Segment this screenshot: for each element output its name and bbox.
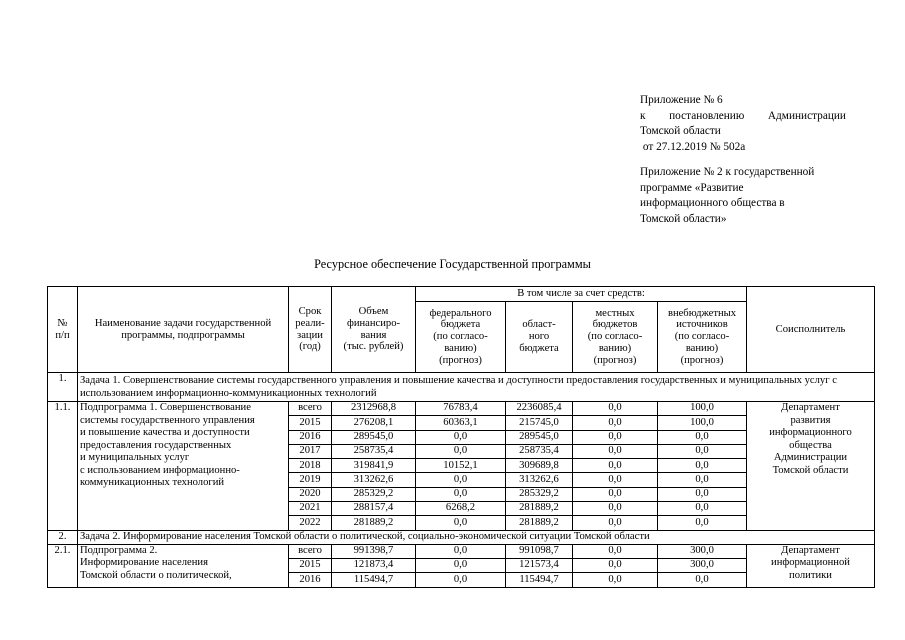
subprogram-name-line: и муниципальных услуг: [80, 452, 190, 463]
extrabudget-cell: 0,0: [658, 444, 747, 458]
regional-cell: 309689,8: [506, 459, 573, 473]
year-cell: 2019: [289, 473, 332, 487]
year-cell: всего: [289, 544, 332, 558]
sub2-coexecutor: Департамент информационной политики: [747, 544, 875, 587]
local-cell: 0,0: [573, 544, 658, 558]
extrabudget-cell: 0,0: [658, 473, 747, 487]
local-cell: 0,0: [573, 459, 658, 473]
volume-cell: 319841,9: [332, 459, 416, 473]
regional-cell: 121573,4: [506, 558, 573, 572]
extrabudget-cell: 100,0: [658, 402, 747, 416]
extrabudget-cell: 0,0: [658, 502, 747, 516]
volume-cell: 276208,1: [332, 416, 416, 430]
subprogram-name-line: коммуникационных технологий: [80, 477, 225, 488]
year-cell: всего: [289, 402, 332, 416]
extrabudget-cell: 0,0: [658, 516, 747, 530]
table-row: [48, 544, 875, 558]
subprogram-name-line: и повышение качества и доступности: [80, 427, 250, 438]
annex-2-header: [640, 165, 855, 227]
volume-cell: 288157,4: [332, 502, 416, 516]
annex-6-date-line: от 27.12.2019 № 502а: [640, 140, 746, 153]
task-1-text: Задача 1. Совершенствование системы государственного управления и повышение качества и доступности предоставления государственных и муниципальных услуг с использованием информационно-коммуникационных технологий: [78, 373, 875, 402]
task-1-num: 1.: [48, 373, 78, 402]
local-cell: 0,0: [573, 487, 658, 501]
volume-cell: 289545,0: [332, 430, 416, 444]
annex-2-line: Томской области»: [640, 212, 727, 225]
regional-cell: 991098,7: [506, 544, 573, 558]
header-federal: федерального бюджета (по согласо- ванию) (прогноз): [416, 302, 506, 373]
volume-cell: 2312968,8: [332, 402, 416, 416]
regional-cell: 289545,0: [506, 430, 573, 444]
header-extrabudget: внебюджетных источников (по согласо- ванию) (прогноз): [658, 302, 747, 373]
annex-word: постановлению: [669, 109, 745, 122]
local-cell: 0,0: [573, 444, 658, 458]
federal-cell: 76783,4: [416, 402, 506, 416]
task-2-num: 2.: [48, 530, 78, 544]
subprogram-name-line: Подпрограмма 1. Совершенствование: [80, 402, 251, 413]
federal-cell: 0,0: [416, 516, 506, 530]
sub2-name: [78, 544, 289, 587]
document-title: Ресурсное обеспечение Государственной программы: [314, 257, 591, 271]
year-cell: 2020: [289, 487, 332, 501]
header-coexecutor: Соисполнитель: [747, 287, 875, 373]
annex-word: Администрации: [767, 109, 846, 122]
year-cell: 2017: [289, 444, 332, 458]
header-period: Срок реали- зации (год): [289, 287, 332, 373]
local-cell: 0,0: [573, 502, 658, 516]
year-cell: 2015: [289, 558, 332, 572]
regional-cell: 313262,6: [506, 473, 573, 487]
federal-cell: 0,0: [416, 573, 506, 587]
local-cell: 0,0: [573, 573, 658, 587]
federal-cell: 60363,1: [416, 416, 506, 430]
subprogram-name-line: с использованием информационно-: [80, 464, 240, 476]
subprogram-name-line: предоставления государственных: [80, 439, 232, 451]
sub1-coexecutor: Департамент развития информационного общества Администрации Томской области: [747, 402, 875, 531]
header-name: Наименование задачи государственной программы, подпрограммы: [78, 287, 289, 373]
extrabudget-cell: 0,0: [658, 430, 747, 444]
local-cell: 0,0: [573, 516, 658, 530]
header-regional: област- ного бюджета: [506, 302, 573, 373]
regional-cell: 2236085,4: [506, 402, 573, 416]
extrabudget-cell: 300,0: [658, 558, 747, 572]
volume-cell: 313262,6: [332, 473, 416, 487]
subprogram-name-line: системы государственного управления: [80, 414, 255, 426]
year-cell: 2016: [289, 573, 332, 587]
federal-cell: 6268,2: [416, 502, 506, 516]
year-cell: 2021: [289, 502, 332, 516]
year-cell: 2015: [289, 416, 332, 430]
extrabudget-cell: 0,0: [658, 573, 747, 587]
regional-cell: 285329,2: [506, 487, 573, 501]
federal-cell: 0,0: [416, 444, 506, 458]
extrabudget-cell: 0,0: [658, 459, 747, 473]
federal-cell: 0,0: [416, 473, 506, 487]
task-2-text: Задача 2. Информирование населения Томской области о политической, социально-экономической ситуации Томской области: [78, 530, 875, 544]
regional-cell: 281889,2: [506, 516, 573, 530]
header-num: № п/п: [48, 287, 78, 373]
annex-word: к: [640, 109, 646, 122]
annex-6-decree-line: [640, 109, 846, 125]
header-including: В том числе за счет средств:: [416, 287, 747, 302]
volume-cell: 115494,7: [332, 573, 416, 587]
annex-6-region-line: Томской области: [640, 125, 721, 137]
local-cell: 0,0: [573, 430, 658, 444]
federal-cell: 0,0: [416, 487, 506, 501]
subprogram-name-line: Подпрограмма 2.: [80, 544, 158, 556]
annex-6-header: [640, 93, 855, 155]
regional-cell: 281889,2: [506, 502, 573, 516]
federal-cell: 0,0: [416, 430, 506, 444]
table-row: [48, 402, 875, 416]
sub1-name: [78, 402, 289, 531]
federal-cell: 0,0: [416, 544, 506, 558]
sub1-num: 1.1.: [48, 402, 78, 531]
resource-table: [47, 286, 875, 588]
year-cell: 2022: [289, 516, 332, 530]
subprogram-name-line: Томской области о политической,: [80, 569, 232, 581]
local-cell: 0,0: [573, 402, 658, 416]
subprogram-name-line: Информирование населения: [80, 557, 208, 569]
annex-2-line: программе «Развитие: [640, 181, 744, 194]
volume-cell: 121873,4: [332, 558, 416, 572]
year-cell: 2016: [289, 430, 332, 444]
header-local: местных бюджетов (по согласо- ванию) (прогноз): [573, 302, 658, 373]
federal-cell: 0,0: [416, 558, 506, 572]
sub2-num: 2.1.: [48, 544, 78, 587]
extrabudget-cell: 100,0: [658, 416, 747, 430]
annex-6-line: Приложение № 6: [640, 94, 723, 106]
federal-cell: 10152,1: [416, 459, 506, 473]
header-volume: Объем финансиро- вания (тыс. рублей): [332, 287, 416, 373]
annex-2-line: Приложение № 2 к государственной: [640, 166, 815, 178]
volume-cell: 285329,2: [332, 487, 416, 501]
regional-cell: 115494,7: [506, 573, 573, 587]
extrabudget-cell: 300,0: [658, 544, 747, 558]
local-cell: 0,0: [573, 416, 658, 430]
volume-cell: 281889,2: [332, 516, 416, 530]
local-cell: 0,0: [573, 558, 658, 572]
regional-cell: 258735,4: [506, 444, 573, 458]
extrabudget-cell: 0,0: [658, 487, 747, 501]
year-cell: 2018: [289, 459, 332, 473]
annex-2-line: информационного общества в: [640, 197, 785, 209]
volume-cell: 991398,7: [332, 544, 416, 558]
local-cell: 0,0: [573, 473, 658, 487]
volume-cell: 258735,4: [332, 444, 416, 458]
regional-cell: 215745,0: [506, 416, 573, 430]
